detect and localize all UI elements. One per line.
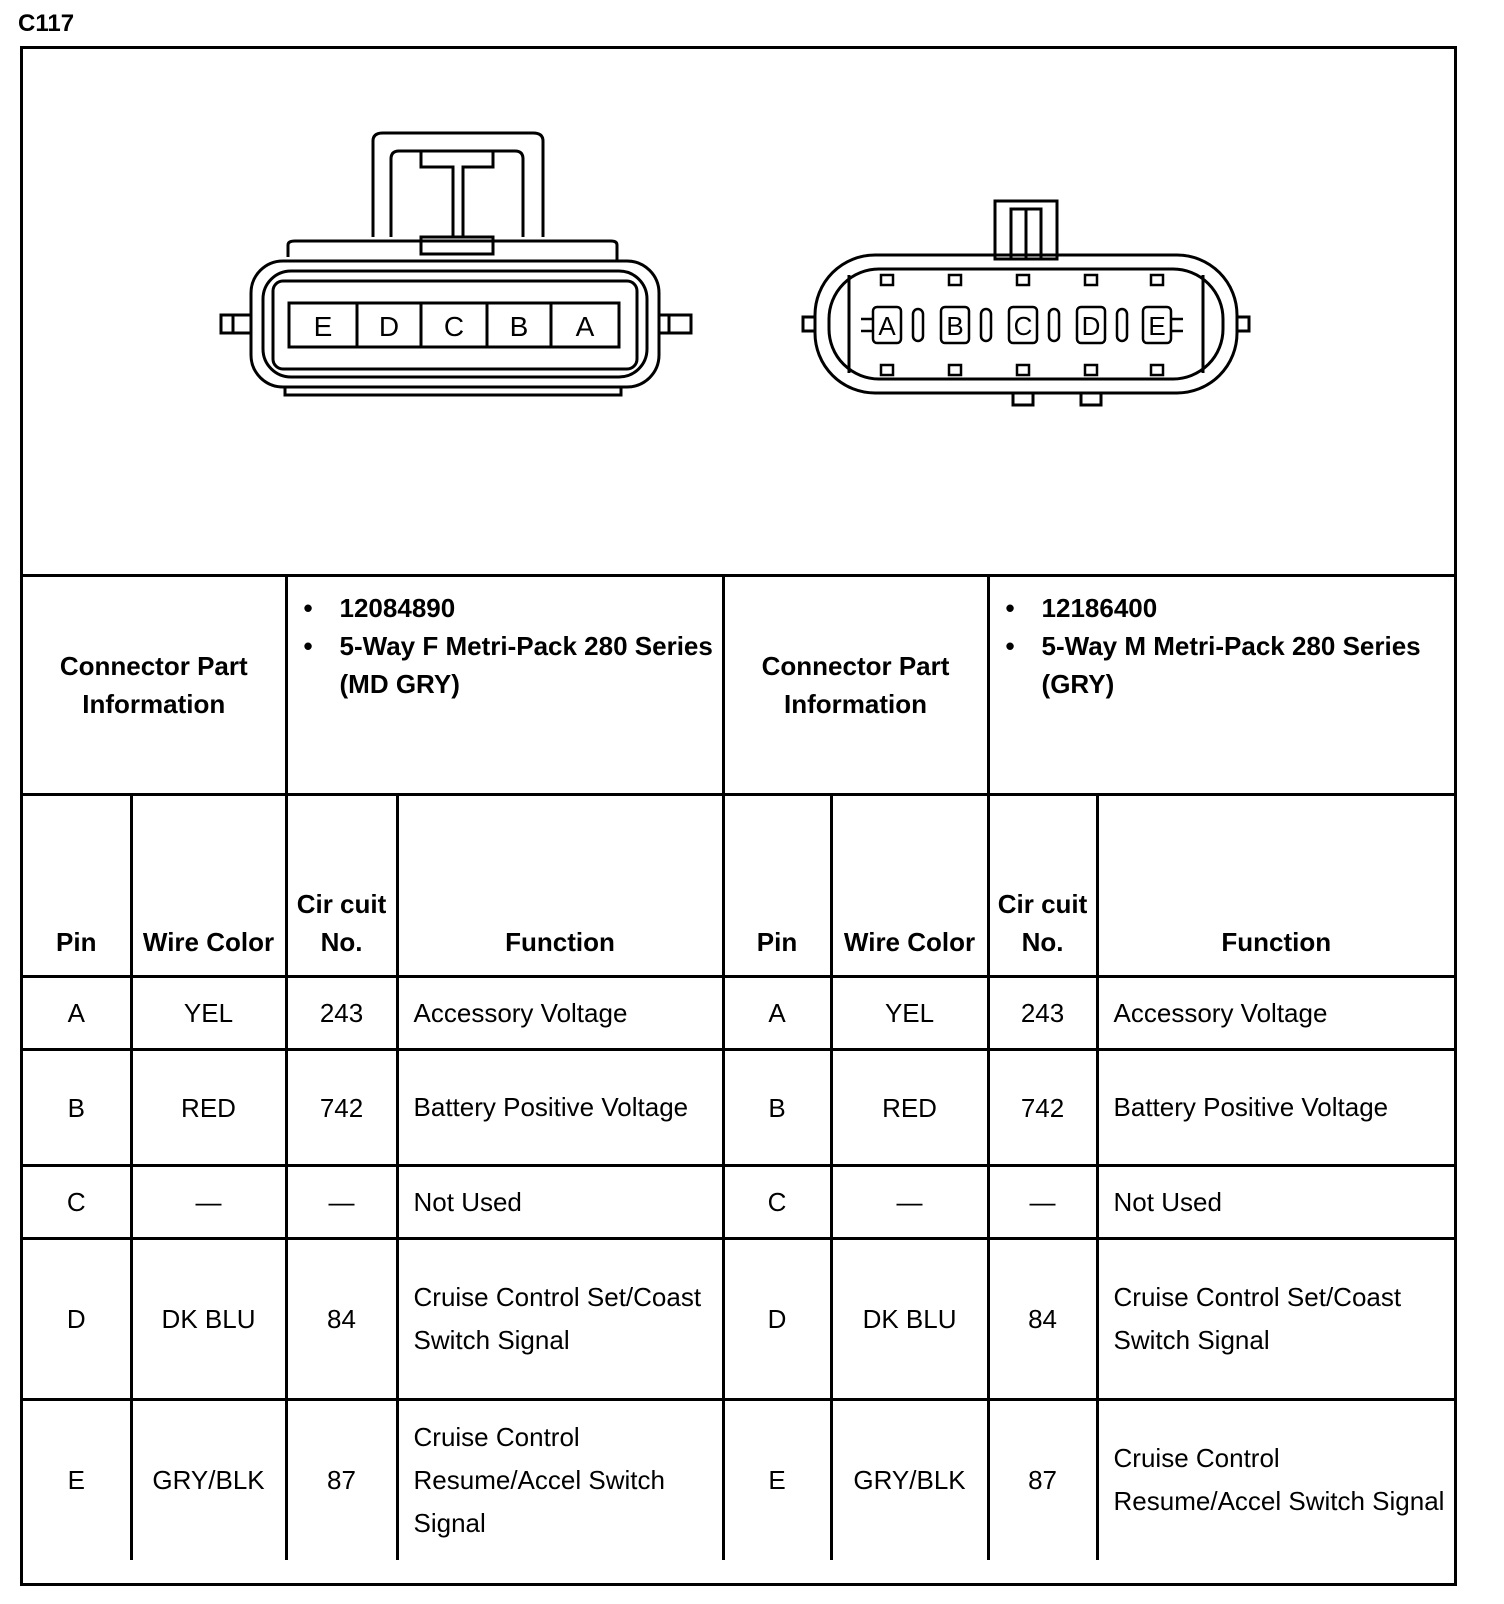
header-circuit: Cir cuit No. xyxy=(988,795,1097,977)
header-row xyxy=(23,795,1454,977)
wire-color-cell: GRY/BLK xyxy=(831,1400,988,1560)
circuit-cell: 243 xyxy=(286,977,397,1050)
circuit-cell: 87 xyxy=(286,1400,397,1560)
female-pin-label: E xyxy=(313,311,333,342)
header-pin: Pin xyxy=(723,795,831,977)
circuit-cell: 84 xyxy=(988,1239,1097,1400)
right-part-label: Connector Part Information xyxy=(723,576,988,795)
connector-diagram xyxy=(23,49,1454,574)
male-pin-label: D xyxy=(1081,311,1101,341)
connector-frame xyxy=(20,46,1457,1586)
connector-title: C117 xyxy=(18,10,75,37)
wire-color-cell: — xyxy=(131,1166,286,1239)
pin-cell: E xyxy=(23,1400,131,1560)
function-cell: Accessory Voltage xyxy=(397,977,723,1050)
circuit-cell: — xyxy=(988,1166,1097,1239)
pin-cell: C xyxy=(23,1166,131,1239)
part-info-row xyxy=(23,576,1454,795)
circuit-cell: 243 xyxy=(988,977,1097,1050)
male-pin-label: A xyxy=(878,311,896,341)
function-cell: Cruise Control Resume/Accel Switch Signal xyxy=(397,1400,723,1560)
table-row xyxy=(23,977,1454,1050)
wire-color-cell: DK BLU xyxy=(131,1239,286,1400)
male-connector-drawing xyxy=(803,201,1249,405)
header-function: Function xyxy=(1097,795,1454,977)
pin-cell: D xyxy=(23,1239,131,1400)
pin-cell: B xyxy=(23,1050,131,1166)
header-pin: Pin xyxy=(23,795,131,977)
female-pin-label: C xyxy=(443,311,465,342)
pin-cell: E xyxy=(723,1400,831,1560)
circuit-cell: 742 xyxy=(988,1050,1097,1166)
wire-color-cell: RED xyxy=(131,1050,286,1166)
circuit-cell: — xyxy=(286,1166,397,1239)
header-wire-color: Wire Color xyxy=(131,795,286,977)
pin-cell: A xyxy=(723,977,831,1050)
left-part-info: • 12084890 • 5-Way F Metri-Pack 280 Series (MD GRY) xyxy=(286,576,723,795)
wire-color-cell: RED xyxy=(831,1050,988,1166)
table-row xyxy=(23,1239,1454,1400)
table-row xyxy=(23,1400,1454,1560)
function-cell: Cruise Control Resume/Accel Switch Signal xyxy=(1097,1400,1454,1560)
female-pin-label: D xyxy=(378,311,400,342)
header-wire-color: Wire Color xyxy=(831,795,988,977)
function-cell: Accessory Voltage xyxy=(1097,977,1454,1050)
left-part-label: Connector Part Information xyxy=(23,576,286,795)
circuit-cell: 742 xyxy=(286,1050,397,1166)
function-cell: Battery Positive Voltage xyxy=(1097,1050,1454,1166)
circuit-cell: 84 xyxy=(286,1239,397,1400)
pinout-table xyxy=(23,574,1454,1560)
right-part-description: 5-Way M Metri-Pack 280 Series (GRY) xyxy=(1041,631,1421,699)
female-pin-label: A xyxy=(575,311,595,342)
female-pin-label: B xyxy=(509,311,529,342)
header-circuit: Cir cuit No. xyxy=(286,795,397,977)
wire-color-cell: — xyxy=(831,1166,988,1239)
right-part-number: 12186400 xyxy=(1041,593,1158,623)
pin-cell: C xyxy=(723,1166,831,1239)
male-pin-label: C xyxy=(1013,311,1033,341)
function-cell: Not Used xyxy=(1097,1166,1454,1239)
male-pin-label: E xyxy=(1148,311,1166,341)
function-cell: Cruise Control Set/Coast Switch Signal xyxy=(1097,1239,1454,1400)
pin-cell: D xyxy=(723,1239,831,1400)
wire-color-cell: GRY/BLK xyxy=(131,1400,286,1560)
wire-color-cell: DK BLU xyxy=(831,1239,988,1400)
pin-cell: B xyxy=(723,1050,831,1166)
function-cell: Battery Positive Voltage xyxy=(397,1050,723,1166)
circuit-cell: 87 xyxy=(988,1400,1097,1560)
wire-color-cell: YEL xyxy=(831,977,988,1050)
function-cell: Not Used xyxy=(397,1166,723,1239)
function-cell: Cruise Control Set/Coast Switch Signal xyxy=(397,1239,723,1400)
left-part-description: 5-Way F Metri-Pack 280 Series (MD GRY) xyxy=(339,631,713,699)
left-part-number: 12084890 xyxy=(339,593,456,623)
pin-cell: A xyxy=(23,977,131,1050)
right-part-info: • 12186400 • 5-Way M Metri-Pack 280 Series (GRY) xyxy=(988,576,1454,795)
wire-color-cell: YEL xyxy=(131,977,286,1050)
header-function: Function xyxy=(397,795,723,977)
male-pin-label: B xyxy=(946,311,964,341)
table-row xyxy=(23,1050,1454,1166)
table-row xyxy=(23,1166,1454,1239)
female-connector-drawing xyxy=(221,133,691,395)
